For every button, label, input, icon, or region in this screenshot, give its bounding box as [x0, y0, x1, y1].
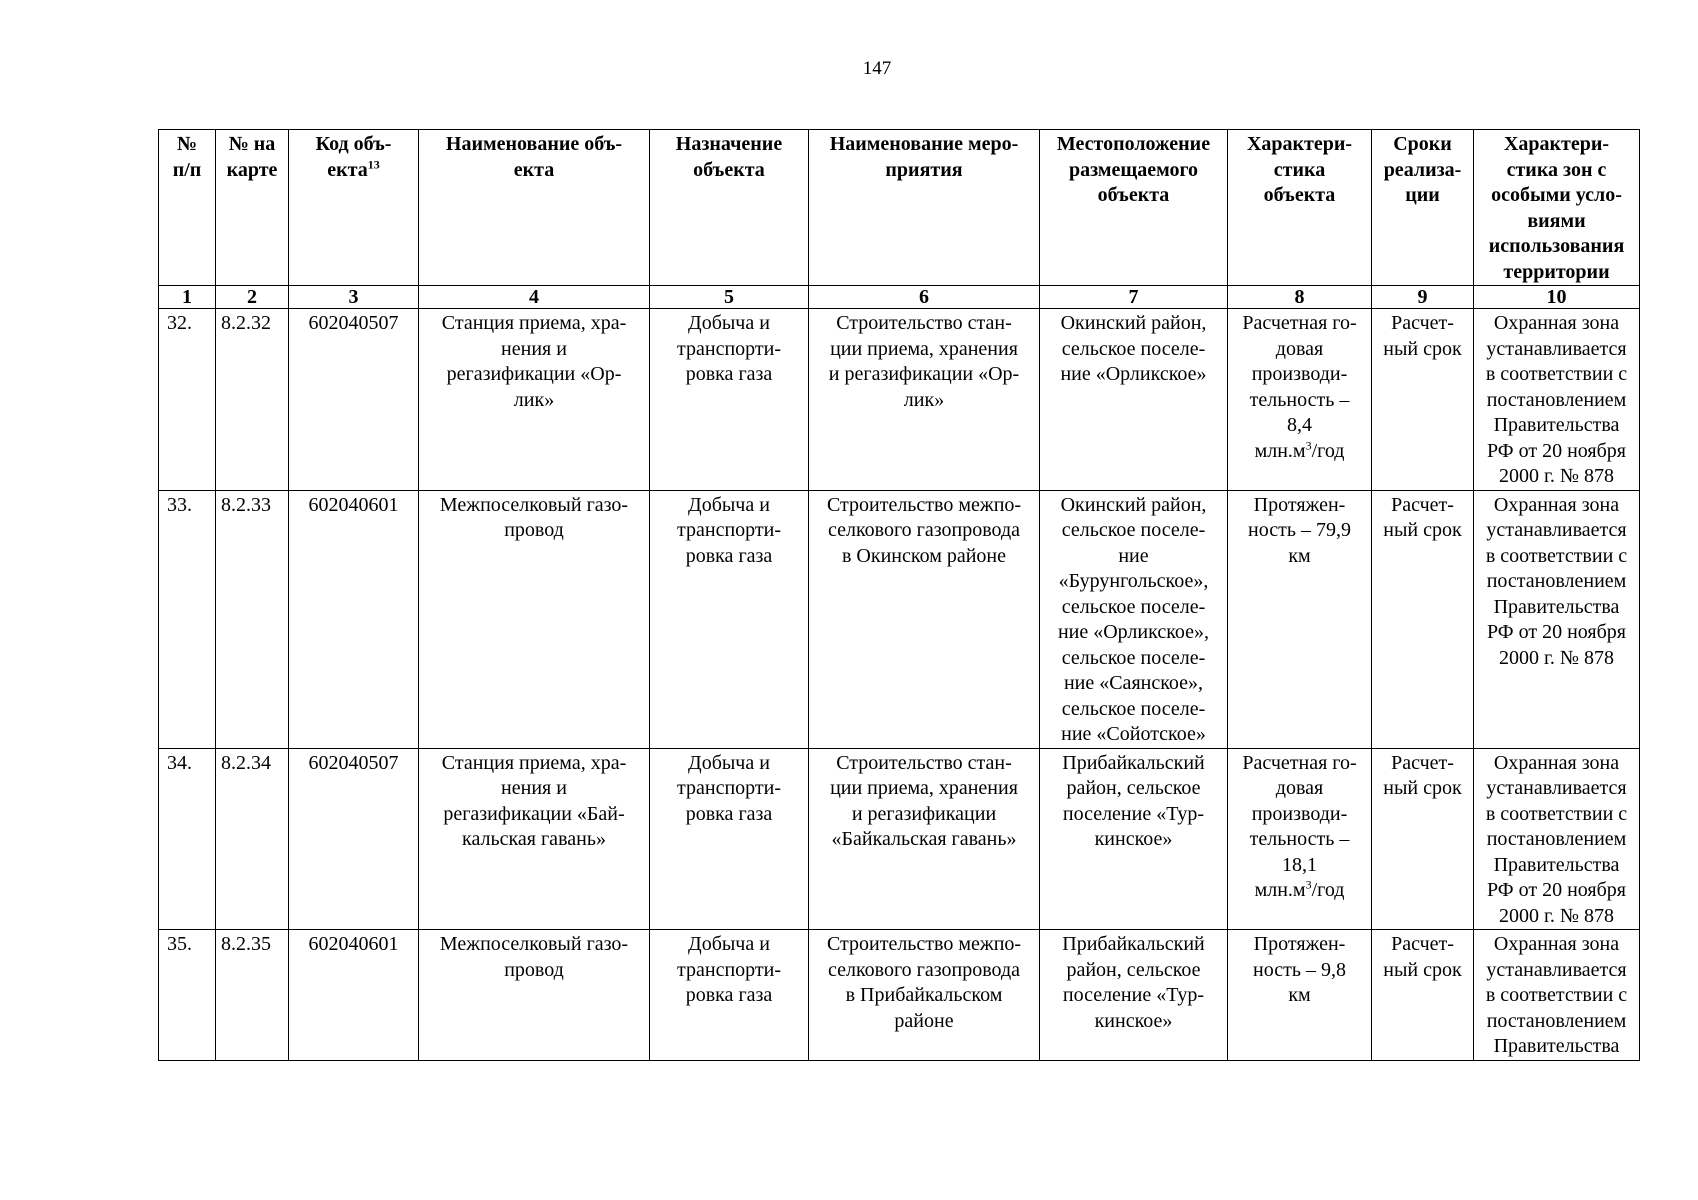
column-number: 8 — [1228, 286, 1372, 309]
map-number: 8.2.32 — [216, 309, 289, 491]
col-header-purpose: Назначение объекта — [650, 130, 809, 286]
objects-table — [158, 129, 1640, 1061]
unit-superscript: 3 — [1305, 877, 1312, 892]
col-header-name: Наименование объ- екта — [419, 130, 650, 286]
characteristic-text: Расчетная го- довая производи- тельность – 8,4 млн.м — [1242, 312, 1357, 462]
zones-characteristic: Охранная зона устанавливается в соответствии с постановлением Правительства — [1474, 930, 1640, 1061]
object-code: 602040601 — [289, 490, 419, 748]
implementation-term: Расчет- ный срок — [1372, 930, 1474, 1061]
object-purpose: Добыча и транспорти- ровка газа — [650, 490, 809, 748]
column-number: 3 — [289, 286, 419, 309]
table-row — [159, 309, 1640, 491]
column-number: 9 — [1372, 286, 1474, 309]
map-number: 8.2.33 — [216, 490, 289, 748]
col-header-code-text: Код объ- екта — [315, 133, 392, 181]
object-characteristic — [1228, 930, 1372, 1061]
column-number: 10 — [1474, 286, 1640, 309]
object-purpose: Добыча и транспорти- ровка газа — [650, 930, 809, 1061]
object-code: 602040601 — [289, 930, 419, 1061]
zones-characteristic: Охранная зона устанавливается в соответствии с постановлением Правительства РФ от 20 ноября 2000 г. № 878 — [1474, 309, 1640, 491]
implementation-term: Расчет- ный срок — [1372, 490, 1474, 748]
measure-name: Строительство межпо- селкового газопровода в Окинском районе — [809, 490, 1040, 748]
column-number: 7 — [1040, 286, 1228, 309]
row-number: 35. — [159, 930, 216, 1061]
map-number: 8.2.35 — [216, 930, 289, 1061]
object-name: Межпоселковый газо- провод — [419, 930, 650, 1061]
column-number: 2 — [216, 286, 289, 309]
col-header-location: Местоположение размещаемого объекта — [1040, 130, 1228, 286]
object-name: Межпоселковый газо- провод — [419, 490, 650, 748]
col-header-characteristic: Характери- стика объекта — [1228, 130, 1372, 286]
object-location: Прибайкальский район, сельское поселение «Тур- кинское» — [1040, 930, 1228, 1061]
map-number: 8.2.34 — [216, 748, 289, 930]
characteristic-unit: /год — [1311, 879, 1345, 901]
characteristic-text: Расчетная го- довая производи- тельность – 18,1 млн.м — [1242, 751, 1357, 901]
object-name: Станция приема, хра- нения и регазификации «Бай- кальская гавань» — [419, 748, 650, 930]
measure-name: Строительство стан- ции приема, хранения и регазификации «Ор- лик» — [809, 309, 1040, 491]
row-number: 32. — [159, 309, 216, 491]
col-header-measure: Наименование меро- приятия — [809, 130, 1040, 286]
object-location: Окинский район, сельское поселе- ние «Бурунгольское», сельское поселе- ние «Орликское», сельское поселе- ние «Саянское», сельское поселе- ние «Сойотское» — [1040, 490, 1228, 748]
implementation-term: Расчет- ный срок — [1372, 309, 1474, 491]
col-header-term: Сроки реализа- ции — [1372, 130, 1474, 286]
column-number: 5 — [650, 286, 809, 309]
table-row — [159, 930, 1640, 1061]
unit-superscript: 3 — [1305, 437, 1312, 452]
implementation-term: Расчет- ный срок — [1372, 748, 1474, 930]
measure-name: Строительство стан- ции приема, хранения и регазификации «Байкальская гавань» — [809, 748, 1040, 930]
page-number: 147 — [862, 58, 892, 79]
characteristic-text: Протяжен- ность – 9,8 км — [1253, 933, 1346, 1006]
row-number: 34. — [159, 748, 216, 930]
object-location: Прибайкальский район, сельское поселение «Тур- кинское» — [1040, 748, 1228, 930]
object-code: 602040507 — [289, 748, 419, 930]
object-purpose: Добыча и транспорти- ровка газа — [650, 309, 809, 491]
measure-name: Строительство межпо- селкового газопровода в Прибайкальском районе — [809, 930, 1040, 1061]
col-header-map-num: № на карте — [216, 130, 289, 286]
zones-characteristic: Охранная зона устанавливается в соответствии с постановлением Правительства РФ от 20 ноября 2000 г. № 878 — [1474, 490, 1640, 748]
object-characteristic — [1228, 748, 1372, 930]
object-code: 602040507 — [289, 309, 419, 491]
footnote-marker: 13 — [367, 156, 380, 171]
column-number: 6 — [809, 286, 1040, 309]
column-number: 4 — [419, 286, 650, 309]
column-number-row — [159, 286, 1640, 309]
col-header-zones: Характери- стика зон с особыми усло- виями использования территории — [1474, 130, 1640, 286]
characteristic-text: Протяжен- ность – 79,9 км — [1248, 493, 1351, 567]
object-characteristic — [1228, 490, 1372, 748]
object-purpose: Добыча и транспорти- ровка газа — [650, 748, 809, 930]
row-number: 33. — [159, 490, 216, 748]
table-row — [159, 490, 1640, 748]
header-row — [159, 130, 1640, 286]
object-characteristic — [1228, 309, 1372, 491]
table-row — [159, 748, 1640, 930]
characteristic-unit: /год — [1311, 439, 1345, 462]
zones-characteristic: Охранная зона устанавливается в соответствии с постановлением Правительства РФ от 20 ноября 2000 г. № 878 — [1474, 748, 1640, 930]
column-number: 1 — [159, 286, 216, 309]
col-header-code — [289, 130, 419, 286]
object-name: Станция приема, хра- нения и регазификации «Ор- лик» — [419, 309, 650, 491]
object-location: Окинский район, сельское поселе- ние «Орликское» — [1040, 309, 1228, 491]
col-header-num: № п/п — [159, 130, 216, 286]
